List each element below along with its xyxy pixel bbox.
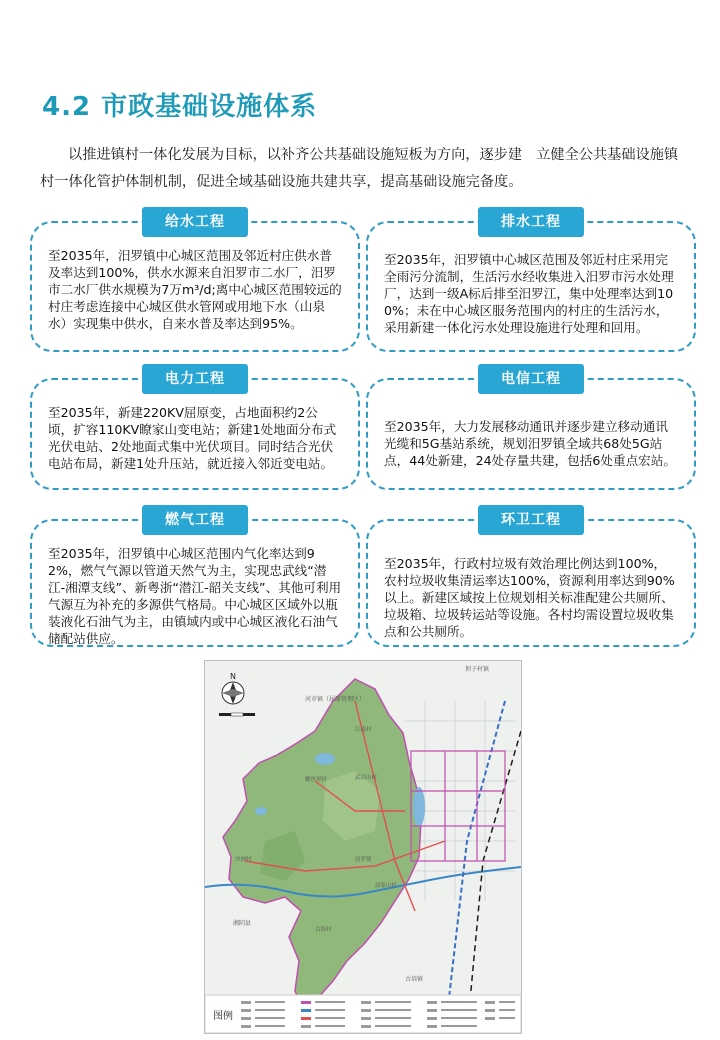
telecom-title: 电信工程: [478, 364, 584, 394]
drainage-card: [366, 214, 696, 352]
map-label-village-2: 武昌山村: [355, 775, 378, 781]
water-supply-card: [30, 214, 360, 352]
water-supply-title: 给水工程: [142, 207, 248, 237]
gas-title: 燃气工程: [142, 505, 248, 535]
map-label-ne: 坝子村镇: [465, 666, 490, 673]
map-label-village-1: 螺丝形村: [305, 777, 328, 783]
scale-bar: [219, 713, 255, 716]
drainage-text: 至2035年，汨罗镇中心城区范围及邻近村庄采用完全雨污分流制，生活污水经收集进入汨罗市污水处理厂，达到一级A标后排至汨罗江，集中处理率达到100%；未在中心城区服务范围内的村庄的生活污水，采用新建一体化污水处理设施进行处理和回用。: [384, 252, 674, 335]
legend-title: 图例: [213, 1011, 233, 1022]
map-label-village-3: 江南村: [355, 727, 372, 733]
gas-card: [30, 512, 360, 647]
telecom-text: 至2035年，大力发展移动通讯并逐步建立移动通讯光缆和5G基站系统，规划汨罗镇全域共68处5G站点，44处新建，24处存量共建，包括6处重点宏站。: [384, 419, 676, 468]
water-supply-text: 至2035年，汨罗镇中心城区范围及邻近村庄供水普及率达到100%，供水水源来自汨罗市二水厂，汨罗市二水厂供水规模为7万m³/d;离中心城区范围较远的村庄考虑连接中心城区供水管网或用地下水（山泉水）实现集中供水，自来水普及率达到95%。: [48, 248, 342, 331]
gas-text: 至2035年，汨罗镇中心城区范围内气化率达到92%，燃气气源以管道天然气为主，实现忠武线“潜江-湘潭支线”、新粤浙“潜江-韶关支线”、其他可利用气源互为补充的多源供气格局。中心城区区域外以瓶装液化石油气为主，由镇域内或中心城区液化石油气储配站供应。: [48, 546, 342, 646]
map-svg: [205, 661, 521, 1033]
map-label-gupei: 古培镇: [405, 976, 424, 983]
power-title: 电力工程: [142, 364, 248, 394]
map-label-heshi: 河市镇（屈原管理区）: [305, 696, 366, 703]
map-legend: [205, 995, 521, 1033]
north-label: N: [230, 672, 236, 681]
power-text: 至2035年，新建220KV屈原变，占地面积约2公顷，扩容110KV瞭家山变电站；新建1处地面分布式光伏电站、2处地面式集中光伏项目。同时结合光伏电站布局，新建1处升压站，就近接入邻近变电站。: [48, 405, 337, 471]
power-card: [30, 371, 360, 490]
map-label-xiangyin: 湘阴县: [233, 920, 252, 927]
map-label-village-5: 古海村: [315, 927, 332, 933]
telecom-card: [366, 371, 696, 490]
intro-paragraph: 以推进镇村一体化发展为目标，以补齐公共基础设施短板为方向，逐步建 立健全公共基础设施镇村一体化管护体制机制，促进全域基础设施共建共享，提高基础设施完备度。: [40, 147, 679, 190]
sanitation-text: 至2035年，行政村垃圾有效治理比例达到100%，农村垃圾收集清运率达100%，资源利用率达到90%以上。新建区域按上位规划相关标准配建公共厕所、垃圾箱、垃圾转运站等设施。各村均需设置垃圾收集点和公共厕所。: [384, 556, 675, 639]
section-title: 4.2 市政基础设施体系: [42, 92, 318, 122]
map-label-village-4: 沙洲村: [235, 857, 252, 863]
sanitation-title: 环卫工程: [478, 505, 584, 535]
infrastructure-map: [204, 660, 522, 1034]
sanitation-card: [366, 512, 696, 647]
drainage-title: 排水工程: [478, 207, 584, 237]
map-label-village-6: 屈原山村: [375, 883, 398, 889]
map-label-town: 汨罗镇: [355, 857, 372, 863]
